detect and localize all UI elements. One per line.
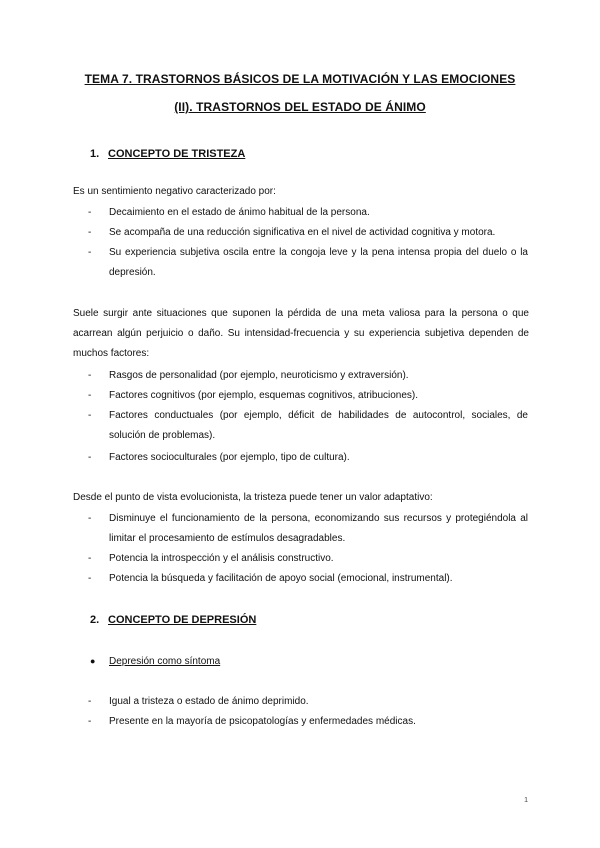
dash-marker: - [88, 410, 92, 421]
list-item [88, 203, 528, 223]
title-line-1: TEMA 7. TRASTORNOS BÁSICOS DE LA MOTIVACIÓN Y LAS EMOCIONES [84, 72, 516, 86]
dash-marker: - [88, 207, 92, 218]
dash-marker: - [88, 553, 92, 564]
bullet-marker: ● [90, 656, 96, 666]
list-item-text: Presente en la mayoría de psicopatologías y enfermedades médicas. [109, 716, 416, 727]
page-number: 1 [524, 797, 528, 804]
dash-marker: - [88, 370, 92, 381]
dash-marker: - [88, 247, 92, 258]
section-1-label: CONCEPTO DE TRISTEZA [108, 148, 246, 160]
list-item [88, 712, 528, 732]
bullet-heading [90, 656, 220, 667]
dash-marker: - [88, 513, 92, 524]
list-item [88, 509, 528, 549]
dash-marker: - [88, 573, 92, 584]
title-line-2: (II). TRASTORNOS DEL ESTADO DE ÁNIMO [174, 100, 426, 114]
section-1-number: 1. [90, 148, 100, 160]
list-item-text: Factores conductuales (por ejemplo, déficit de habilidades de autocontrol, sociales, de solución de problemas). [109, 410, 528, 441]
list-item [88, 692, 528, 712]
dash-marker: - [88, 696, 92, 707]
list-item-text: Potencia la introspección y el análisis constructivo. [109, 553, 334, 564]
dash-marker: - [88, 716, 92, 727]
list-item-text: Igual a tristeza o estado de ánimo deprimido. [109, 696, 309, 707]
list-item [88, 406, 528, 446]
factors-paragraph: Suele surgir ante situaciones que suponen la pérdida de una meta valiosa para la persona o que acarrean algún perjuicio o daño. Su intensidad-frecuencia y su experiencia subjetiva dependen de muchos factores: [73, 308, 529, 359]
list-item-text: Factores socioculturales (por ejemplo, tipo de cultura). [109, 452, 350, 463]
bullet-label: Depresión como síntoma [109, 656, 221, 667]
list-item-text: Se acompaña de una reducción significativa en el nivel de actividad cognitiva y motora. [109, 227, 496, 238]
list-item-text: Factores cognitivos (por ejemplo, esquemas cognitivos, atribuciones). [109, 390, 419, 401]
list-item-text: Potencia la búsqueda y facilitación de apoyo social (emocional, instrumental). [109, 573, 453, 584]
list-item [88, 569, 528, 589]
list-item [88, 243, 528, 283]
list-item-text: Su experiencia subjetiva oscila entre la congoja leve y la pena intensa propia del duelo o la depresión. [109, 247, 528, 278]
dash-marker: - [88, 390, 92, 401]
intro-paragraph: Es un sentimiento negativo caracterizado por: [73, 186, 276, 197]
section-1-heading [90, 148, 245, 160]
list-item-text: Rasgos de personalidad (por ejemplo, neuroticismo y extraversión). [109, 370, 409, 381]
list-item [88, 549, 528, 569]
list-item [88, 223, 528, 243]
list-item [88, 366, 528, 386]
section-2-number: 2. [90, 614, 100, 626]
dash-marker: - [88, 452, 92, 463]
section-2-heading [90, 614, 256, 626]
adaptive-paragraph: Desde el punto de vista evolucionista, la tristeza puede tener un valor adaptativo: [73, 492, 433, 503]
list-item [88, 448, 528, 468]
list-item-text: Disminuye el funcionamiento de la persona, economizando sus recursos y protegiéndola al limitar el procesamiento de estímulos desagradables. [109, 513, 528, 544]
list-item-text: Decaimiento en el estado de ánimo habitual de la persona. [109, 207, 370, 218]
dash-marker: - [88, 227, 92, 238]
list-item [88, 386, 528, 406]
section-2-label: CONCEPTO DE DEPRESIÓN [108, 614, 257, 626]
